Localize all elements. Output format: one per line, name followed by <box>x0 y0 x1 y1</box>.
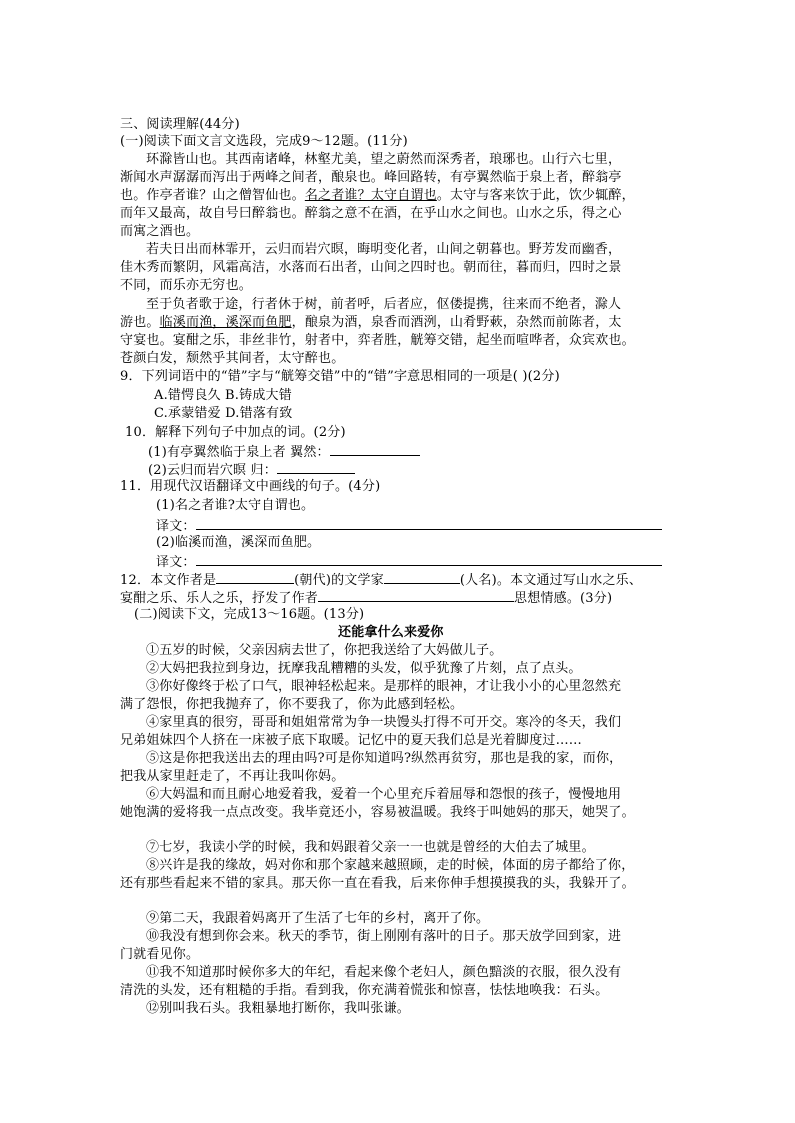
story-p6-line1: ⑥大妈温和而且耐心地爱着我，爱着一个心里充斥着屈辱和怨恨的孩子，慢慢地用 <box>146 787 622 802</box>
answer-blank[interactable] <box>318 589 514 602</box>
q9-options-cd: C.承蒙错爱 D.错落有致 <box>154 406 293 421</box>
translation-blank[interactable] <box>196 553 662 566</box>
answer-blank[interactable] <box>330 443 420 456</box>
q9-options-ab: A.错愕良久 B.铸成大错 <box>154 388 292 403</box>
classical-p1-line1: 环滁皆山也。其西南诸峰，林壑尤美，望之蔚然而深秀者，琅琊也。山行六七里， <box>146 152 622 167</box>
story-p9: ⑨第二天，我跟着妈离开了生活了七年的乡村，离开了你。 <box>146 911 490 926</box>
classical-p3-line2: 游也。临溪而渔，溪深而鱼肥，酿泉为酒，泉香而酒洌，山肴野蔌，杂然而前陈者，太 <box>120 315 622 330</box>
classical-p2-line3: 不同，而乐亦无穷也。 <box>120 278 253 293</box>
question-11: 11．用现代汉语翻译文中画线的句子。(4分) <box>120 479 381 494</box>
question-10: 10．解释下列句子中加点的词。(2分) <box>125 425 346 440</box>
story-p5-line1: ⑤这是你把我送出去的理由吗?可是你知道吗?纵然再贫穷，那也是我的家，而你， <box>146 751 623 766</box>
q10-item-2: (2)云归而岩穴暝 归： <box>148 461 355 479</box>
story-p2: ②大妈把我拉到身边，抚摩我乱糟糟的头发，似乎犹豫了片刻，点了点头。 <box>146 661 582 676</box>
q11-translation-2: 译文： <box>156 553 662 571</box>
translation-blank[interactable] <box>196 517 662 530</box>
question-12-line1: 12．本文作者是 (朝代)的文学家 (人名)。本文通过写山水之乐、 <box>120 573 643 588</box>
q11-item-1: (1)名之者谁?太守自谓也。 <box>156 498 315 513</box>
answer-blank[interactable] <box>216 571 294 584</box>
story-p6-line2: 她饱满的爱将我一点点改变。我毕竟还小，容易被温暖。我终于叫她妈的那天，她哭了。 <box>120 805 635 820</box>
story-p3-line2: 满了怨恨，你把我抛弃了，你不要我了，你为此感到轻松。 <box>120 697 464 712</box>
story-p10-line1: ⑩我没有想到你会来。秋天的季节，街上刚刚有落叶的日子。那天放学回到家，进 <box>146 929 622 944</box>
classical-p1-line5: 而寓之酒也。 <box>120 224 200 239</box>
question-9: 9．下列词语中的“错”字与“觥筹交错”中的“错”字意思相同的一项是( )(2分) <box>120 369 560 384</box>
story-p12: ⑫别叫我石头。我粗暴地打断你，我叫张谦。 <box>146 1001 411 1016</box>
section-heading: 三、阅读理解(44分) <box>120 117 240 132</box>
classical-p3-line3: 守宴也。宴酣之乐，非丝非竹，射者中，弈者胜，觥筹交错，起坐而喧哗者，众宾欢也。 <box>120 333 635 348</box>
story-p4-line1: ④家里真的很穷，哥哥和姐姐常常为争一块馒头打得不可开交。寒冷的冬天，我们 <box>146 715 622 730</box>
classical-p3-line1: 至于负者歌于途，行者休于树，前者呼，后者应，伛偻提携，往来而不绝者，滁人 <box>146 297 622 312</box>
classical-p1-line4: 而年又最高，故自号曰醉翁也。醉翁之意不在酒，在乎山水之间也。山水之乐，得之心 <box>120 206 622 221</box>
answer-blank[interactable] <box>384 571 460 584</box>
classical-p1-line2: 渐闻水声潺潺而泻出于两峰之间者，酿泉也。峰回路转，有亭翼然临于泉上者，醉翁亭 <box>120 170 622 185</box>
story-p3-line1: ③你好像终于松了口气，眼神轻松起来。是那样的眼神，才让我小小的心里忽然充 <box>146 679 622 694</box>
q10-item-1: (1)有亭翼然临于泉上者 翼然： <box>148 443 420 461</box>
underlined-sentence-1: 名之者谁？太守自谓也 <box>304 188 437 203</box>
story-p11-line2: 清洗的头发，还有粗糙的手指。看到我，你充满着慌张和惊喜，怯怯地唤我：石头。 <box>120 983 609 998</box>
q11-translation-1: 译文： <box>156 517 662 535</box>
story-p8-line1: ⑧兴许是我的缘故，妈对你和那个家越来越照顾，走的时候，体面的房子都给了你， <box>146 858 635 873</box>
story-p8-line2: 还有那些看起来不错的家具。那天你一直在看我，后来你伸手想摸摸我的头，我躲开了。 <box>120 876 635 891</box>
story-p10-line2: 门就看见你。 <box>120 947 200 962</box>
story-p4-line2: 兄弟姐妹四个人挤在一床被子底下取暖。记忆中的夏天我们总是光着脚度过…… <box>120 733 583 748</box>
story-p1: ①五岁的时候，父亲因病去世了，你把我送给了大妈做儿子。 <box>146 643 503 658</box>
answer-blank[interactable] <box>277 461 355 474</box>
part2-intro: (二)阅读下文，完成13～16题。(13分) <box>134 607 365 622</box>
underlined-sentence-2: 临溪而渔，溪深而鱼肥 <box>159 315 292 330</box>
q11-item-2: (2)临溪而渔，溪深而鱼肥。 <box>156 535 321 550</box>
story-p5-line2: 把我从家里赶走了，不再让我叫你妈。 <box>120 769 345 784</box>
question-12-line2: 宴酣之乐、乐人之乐，抒发了作者 思想情感。(3分) <box>120 591 613 606</box>
classical-p1-line3: 也。作亭者谁？山之僧智仙也。名之者谁？太守自谓也。太守与客来饮于此，饮少辄醉， <box>120 188 635 203</box>
story-p7: ⑦七岁，我读小学的时候，我和妈跟着父亲一一也就是曾经的大伯去了城里。 <box>146 840 595 855</box>
classical-p2-line2: 佳木秀而繁阴，风霜高洁，水落而石出者，山间之四时也。朝而往，暮而归，四时之景 <box>120 260 622 275</box>
classical-p2-line1: 若夫日出而林霏开，云归而岩穴暝，晦明变化者，山间之朝暮也。野芳发而幽香， <box>146 242 622 257</box>
story-title: 还能拿什么来爱你 <box>338 625 444 640</box>
part1-intro: (一)阅读下面文言文选段，完成9～12题。(11分) <box>120 134 408 149</box>
classical-p3-line4: 苍颜白发，颓然乎其间者，太守醉也。 <box>120 351 345 366</box>
story-p11-line1: ⑪我不知道那时候你多大的年纪，看起来像个老妇人，颜色黯淡的衣服，很久没有 <box>146 965 622 980</box>
